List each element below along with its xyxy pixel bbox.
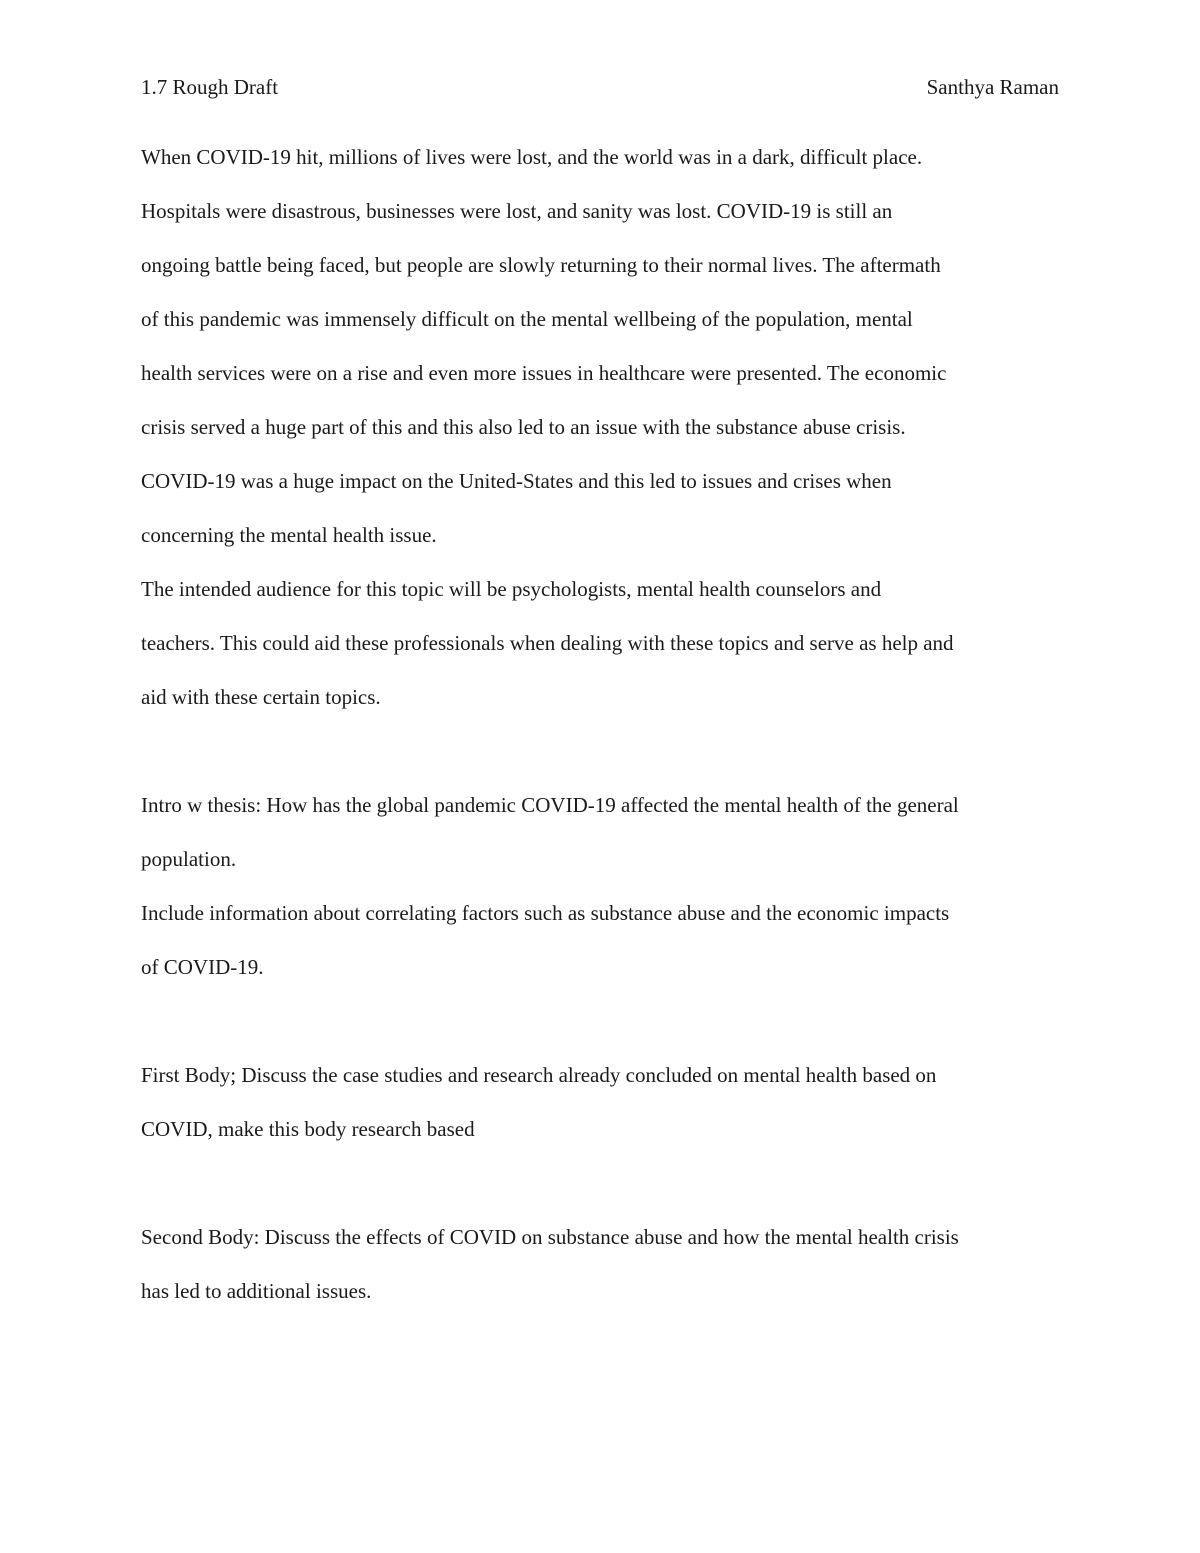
second-body-line: has led to additional issues. bbox=[141, 1279, 372, 1303]
thesis-line: Intro w thesis: How has the global pandemic COVID-19 affected the mental health of the general bbox=[141, 793, 959, 817]
thesis-line: population. bbox=[141, 847, 237, 871]
body-line: COVID-19 was a huge impact on the United-States and this led to issues and crises when bbox=[141, 469, 892, 493]
document-title: 1.7 Rough Draft bbox=[141, 75, 279, 99]
body-line: teachers. This could aid these professionals when dealing with these topics and serve as help and bbox=[141, 631, 954, 655]
author-name: Santhya Raman bbox=[926, 75, 1059, 99]
body-line: Include information about correlating factors such as substance abuse and the economic impacts bbox=[141, 901, 950, 925]
body-line: Hospitals were disastrous, businesses were lost, and sanity was lost. COVID-19 is still an bbox=[141, 199, 893, 223]
body-line: concerning the mental health issue. bbox=[141, 523, 437, 547]
page-header bbox=[141, 72, 1059, 102]
body-line: ongoing battle being faced, but people are slowly returning to their normal lives. The aftermath bbox=[141, 253, 941, 277]
body-line: health services were on a rise and even more issues in healthcare were presented. The economic bbox=[141, 361, 947, 385]
body-line: of COVID-19. bbox=[141, 955, 264, 979]
body-line: aid with these certain topics. bbox=[141, 685, 381, 709]
first-body-line: First Body; Discuss the case studies and research already concluded on mental health based on bbox=[141, 1063, 937, 1087]
body-line: When COVID-19 hit, millions of lives were lost, and the world was in a dark, difficult place. bbox=[141, 145, 923, 169]
body-line: The intended audience for this topic will be psychologists, mental health counselors and bbox=[141, 577, 882, 601]
body-line: crisis served a huge part of this and this also led to an issue with the substance abuse crisis. bbox=[141, 415, 906, 439]
body-line: of this pandemic was immensely difficult on the mental wellbeing of the population, mental bbox=[141, 307, 913, 331]
second-body-line: Second Body: Discuss the effects of COVID on substance abuse and how the mental health crisis bbox=[141, 1225, 959, 1249]
first-body-line: COVID, make this body research based bbox=[141, 1117, 475, 1141]
